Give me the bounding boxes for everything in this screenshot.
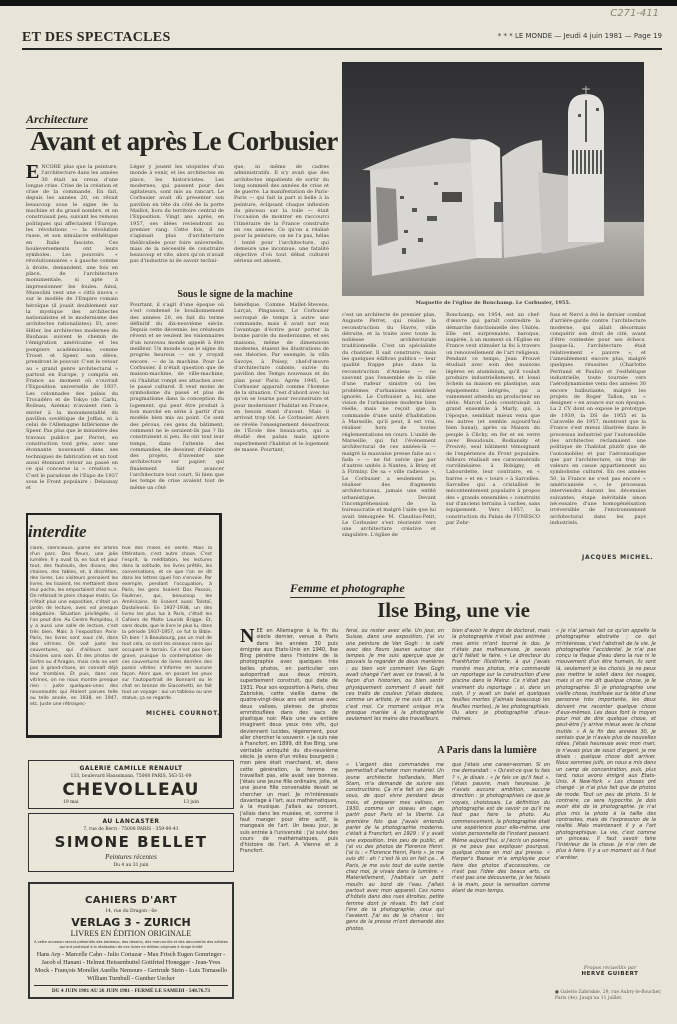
ad-lancaster-address: 7, rue de Berri - 75008 PARIS - 359-90-41 [83, 827, 179, 832]
section-title: ET DES SPECTACLES [22, 30, 171, 45]
ad-lancaster-dates: Du 4 au 31 juin [113, 863, 149, 868]
ad-cahiers-publisher: VERLAG 3 - ZURICH [71, 916, 191, 929]
article1-kicker: Architecture [26, 112, 88, 129]
article1-column-1-text: NCORE plus que la peinture, l'architecture dans les années 30 était au creux d'une longue crise. Crise de la création et crise de la commande. En fait, depuis les années 20, on rêvait beaucoup sous le signe de la machine et du grand nombre, et on construisait peu, suivant les remous politiques qui affectaient l'Europe, les révolutions — la révolution russe, et son simulacre esthétique en Italie fasciste. Ces bouleversements ont leurs symboles. Les pouvoirs « révolutionnaires » à gauche comme à droite, demandent, une fois en place, de l'architecture monumentale, si apte à impressionner les foules. Ainsi, Mussolini veut une « città nuova » sur le modèle de l'Empire romain héroïque (il jouait doublement sur la mystique des architectes nationalistes et le modernisme des architectes rationalistes). Et, avec Hitler, les architectes modernes du Bauhaus suivent le chemin de l'émigration américaine et les pompiers académiciens, comme Troost et Speer, son élève, prendront le pouvoir. C'est le retour au « grand genre architectural » partout en Europe, y compris en France au moment où s'ouvrait l'Exposition universelle de 1937. Les colonnades des palais du Trocadéro et de Tokyo (de Carlu, Boileau, Azéma) n'avaient rien à envier à la monumentalité du pavillon soviétique de Joffan, ni à celui de l'Allemagne hitlérienne de Speer. Pas plus que le ministère des travaux publics par Perret, en construction tout près, avec une étonnante nouveauté dans ses techniques de fabrication et un tout aussi étonnant retour au passé en ce qui concerne la « création ». C'est le paradoxe de l'Expo de 1937 sous le Front populaire : Delaunay et [26, 164, 118, 492]
article2-column-3: bien d'avoir le degré de doctorat, mais la photographie n'était pas estimée ; mes amis m'ont tourné le dos. Je n'étais pas malheureuse, je savais qu'il fallait le faire. « Le directeur du Frankfurter Illustrierte, à qui j'avais montré mes photos, m'a commandé un reportage sur la construction d'une piscine dans le Mainz. Ce n'était pas vraiment du reportage : si, dans un coin, il y avait un balai et quelques feuilles mortes (j'aimais beaucoup les feuilles mortes), je les photographiais. Ou alors je photographie d'eux-mêmes. [452, 628, 550, 723]
ronchamp-photo [342, 62, 644, 296]
article2-credit [560, 965, 660, 977]
article1-signature: JACQUES MICHEL. [582, 554, 654, 561]
article2-column-1 [240, 628, 338, 1008]
interdite-title: interdite [28, 522, 87, 541]
ad-renault-date-start: 19 mai [63, 800, 79, 805]
scan-top-border [0, 0, 677, 6]
ad-renault-gallery: GALERIE CAMILLE RENAULT [79, 765, 183, 772]
archive-mark: C271-411 [610, 8, 659, 19]
ad-au-lancaster [28, 813, 234, 872]
article1-column-4: Pourtant, il s'agit d'une époque où s'est condensé le bouillonnement des années 20, en fait du terme définitif du dix-neuvième siècle. Depuis cette décennie, les créateurs rêvent et se veulent les visionnaires d'un nouveau monde appelé à être meilleur. Un monde sous le signe du progrès heureux — on y croyait encore. — de la machine. Pour Le Corbusier, il n'était question que de maison-machine, de ville-machine, où l'habitat rompt ses attaches avec le passé culturel. Il veut moins de symbolisme du passé et plus de pragmatisme dans la conception du logement, qui peut être produit à bon marché en série à partir d'un modèle bien mis au point. Ce sont des pérous, ces gens du bâtiment, comment ne le seraient-ils pas ? Ils construisent si peu. Ils ont tout leur temps, dans l'attente des commandes, de dessiner, d'élaborer des projets, d'inventer une architecture sur papier, qui finalement fait avancer l'architecture tout court. Si bien que les temps de crise avaient tout de même un côté [130, 302, 224, 491]
article1-headline: Avant et après Le Corbusier [30, 126, 338, 156]
ad-renault-address: 133, boulevard Haussmann, 75008 PARIS, 563-51-09 [70, 774, 192, 779]
article2-footnote: ● Galerie Zabriskie, 29, rue Aubry-le-Boucher, Paris (4e). Jusqu'au 11 juillet. [555, 990, 662, 1001]
interdite-signature: MICHEL COURNOT. [146, 710, 221, 717]
page-header [22, 24, 662, 50]
ad-cahiers-address: 14, rue du Dragon - 6e [105, 909, 157, 914]
ad-renault-date-end: 13 juin [183, 800, 199, 805]
ronchamp-model-illustration [342, 62, 644, 296]
article2-column-2: ferai, ou rester avec elle. Un jour, en Suisse, dans une exposition, j'ai vu une peinture de Van Gogh : le café avec des fleurs jaunes autour des lampes. Je me suis aperçue que je pouvais la regarder de deux manières : ou bien voir comment Van Gogh avait changé l'art avec ce travail, à la façon d'un historien, ou bien sentir physiquement comment il avait fait ces traits de couleur. J'étais dedans, comme un artiste, je me suis dit : ça, c'est moi. Ce moment unique m'a presque mariée à la photographie seulement les mains des travailleurs. [346, 628, 444, 723]
ad-lancaster-artist: SIMONE BELLET [54, 833, 208, 851]
article1-column-1 [26, 164, 118, 508]
dropcap: N [240, 628, 255, 647]
article1-column-2: Léger y jouent les utopistes d'un monde à venir, et les architectes en place, les historicistes. Les modernes, qui passent pour des agitateurs, sont mis au rancart. Le Corbusier avait dû présenter son pavillon en tête du côté de la porte Maillot, hors du territoire central de l'Exposition. Vingt ans après, en 1957, ses idées reviendront au premier rang. Cette fois, il ne s'agissait plus d'architecture théâtralisée pour foire universelle, mais de la nécessité de construire beaucoup et vite, alors qu'on n'avait pas d'industrie ni de savoir techni- [130, 164, 224, 265]
article2-subhead: A Paris dans la lumière [437, 745, 537, 756]
ad-cahiers-dart [28, 882, 234, 999]
article1-column-3: que, ni même de cadres administratifs. Il n'y avait que des architectes impatients de sortir du long sommeil des années de crise et de guerre. La manifestation de Paris-Paris — qui fait la part si belle à la peinture, éclipsant chaque inflexion du pinceau sur la toile — était l'occasion de montrer en raccourci l'itinéraire de la France construite en ces années. Ce qu'on a réalisé pour la peinture, on ne l'a pas, hélas ! tenté pour l'architecture, qui demeure une inconnue, une fatalité objective d'où tout débat culturel sérieux est absent. [234, 164, 329, 265]
ad-renault-dates [33, 800, 229, 805]
advertisements [28, 760, 234, 1003]
article1-column-7: Ronchamp, en 1954, est un chef-d'œuvre qui paraît contredire la démarche fonctionnelle des Unités. Elle est surprenante, baroque, inspirée, à un moment où l'Église en France veut stimuler la foi à travers un renouvellement de l'art religieux. Pendant ce temps, Jean Prouvé étudiait avec soin des maisons légères en aluminium, qu'il voulait produire industriellement, et Ionel Schein sa maison en plastique, aux équipements intégrés, qui a vainement attendu un producteur en série. Marcel Lods construisait un grand ensemble à Marly, qui, à l'époque, semblait mieux venu que les autres (et semble aujourd'hui bien banal), après sa Maison du peuple à Clichy, en fer et en verre (avec Beaudouin, Bodiansky et Prouvé), seul bâtiment témoignant de l'expérience du Front populaire. Ailleurs réalisait ses caravansérails curvilinéaires à Bobigny, et Labourdette, leur contraire, en « barres » et en « tours » à Sarcelles. Sarcelles qui a cristallisé le mécontentement populaire à propos des « grands ensembles » construits sur d'anciens terrains à vaches, sans équipement. Vers 1957, la construction du Palais de l'UNESCO par Zehr- [446, 312, 540, 526]
credit-author: HERVÉ GUIBERT [581, 971, 639, 977]
article2-column-4: « Je n'ai jamais fait ce qu'on appelle la photographie abstraite ; ce qui m'intéresse, c'est l'abstrait de la vie. Je photographie l'accidentel. Je n'ai pas conçu la flaque d'eau dans la rue ni le mouvement d'un être humain, ils sont là, seulement je les choisis. Je ne peux pas mettre le soleil dans les nuages, mais si on me dit quelque chose, je le photographie. Si je photographie une vieille chose, inutilisée sur la tête d'une personne très importante, les deux doivent me raconter quelque chose d'eux-mêmes. Les deux font le moyen pour moi de dire quelque chose, et peut-être j'y arrive mieux avec la chose inutile. « A la fin des années 30, je sentais que je n'avais plus de nouvelles idées. J'étais heureuse avec mon mari, je n'avais plus de souci d'argent, je me disais : quelque chose doit arriver. Nous sommes juifs, on nous a mis dans un camp de concentration, puis, plus tard, nous avons émigré aux Etats-Unis. A New-York. « Les choses ont changé : je n'ai plus fait que de photos de mode. Tout un peu de photo. Si le contraire, ce sera hypocrite. Je dois avoir été de la photographie. Je n'ai plus mis la photo à la taille des contrastes, mais de l'expression de la réalité. Mais maintenant il y a l'art photographique. La vie, c'est comme un pinceau. Il faut savoir faire l'intérieur de la chose. Je n'ai rien de plus à faire. Il y a un moment où il faut s'arrêter. [556, 628, 656, 861]
article1-column-5: bénéfique. Comme Mallet-Stevens, Lurçat, Pingusson, Le Corbusier escroqué de temps à autre une commande, mais il avait sur eux l'avantage d'écrire pour porter la bonne parole du modernisme, et ses maisons, même de dimensions modestes, étaient les illustrations de ses théories. Par exemple, la villa Savoye, à Poissy, chef-d'œuvre d'architecture cubiste, suivie du pavillon des Temps nouveaux et du plan pour Paris. Après 1945, Le Corbusier apparaît comme l'homme de la situation. C'est d'abord avec lui qu'on se tourne pour reconstruire et pour moderniser l'habitat en France, en besoin étant d'avant. Mais il arrivait trop tôt. Le Corbusier. Alors se révèle l'enseignement désastreux de l'École des beaux-arts, qui a étudié des palais mais ignore superbement l'habitat et le logement de masse. Pourtant, [234, 302, 329, 453]
ad-galerie-camille-renault [28, 760, 234, 809]
article2-column-1-text: ÉE en Allemagne à la fin du siècle dernier, venue à Paris dans les années 30 puis émigrée aux Etats-Unis en 1940, Ilse Bing pénètre dans l'histoire de la photographie avec quelques très belles photos, en particulier son autoportrait aux deux miroirs, superbement construit, qui date de 1931. Pour son exposition à Paris, chez Zabriskie, cette vieille dame de quatre-vingt-deux ans est venue avec deux valises, pleines de photos emmitouflées dans des sacs de plastique noir. Mais une vie entière imaginent deux yeux très vifs, qui deviennent lucides, légèrement, pour aller chercher le souvenir. « Je suis née à Francfort, en 1899, dit Ilse Bing, une véritable antiquité du dix-neuvième siècle. Je viens d'un milieu bourgeois ; mon père était marchand, et, dans cette génération, la femme ne travaillait pas, elle avait ses bonnes. J'étais une jeune fille ordinaire, jolie, et une jeune fille convenable devait se chercher un mari. Je m'intéressais davantage à l'art, aux mathématiques, à la musique. J'allais au concert, j'allais dans les musées, et, comme il faut manger pour être actif, la mangeais de l'art. Un beau jour, je suis entrée à l'université : j'ai suivi des cours de mathématiques, puis d'histoire de l'art. A Vienne et à Francfort. [240, 628, 338, 855]
interdite-column-1: claire, silencieuse, pareil les arbres d'un parc. Des fleurs, une jolie lumière. Il y avait là, en tout et pour tout, des fauteuils, des divans, des chaises, des tables, et, à discrétion, des livres. Les visiteurs prenaient les livres, les lisaient, les mettaient dans leur poche, les emportaient chez eux. On refaisait le plein chaque matin. Ce n'était plus une exposition, c'était un jardin de lecture, avec vol presque obligatoire. Situation privilégiée, si l'on peut dire. Au Centre Pompidou, il y a aussi une salle de lecture, c'est très bien. Mais à l'exposition Paris-Paris, les livres sont sous clé, dans des vitrines. On voit juste les couvertures, qui d'ailleurs sont choisies sans soin. Et des photos de Sartre ou d'Aragon, mais cela ne sert pas à grand-chose, on connaît déjà leur trombine. Et puis, dans ces vitrines, on ne nous montre presque rien : juste quelques-unes des nouveautés qui étaient parues telle ou telle année, en 1938, en 1947, etc. Juste une rétrospec- [30, 546, 118, 707]
ad-renault-artist: CHEVOLLEAU [62, 780, 200, 800]
article2-column-5: « L'argent des commandes me permettait d'acheter mon matériel. Un jeune architecte hollandais, Mart Stam, m'a demandé de suivre ses constructions. Ça m'a fait un peu de sous, de quoi vivre pendant deux mois, et préparer mes valises, en 1930, comme un oiseau en cage, partir pour Paris et la liberté. La première fois que j'avais entendu parler de la photographie moderne, c'était à Francfort, en 1929 : il y avait une exposition, très peu de public, et j'ai vu des photos de Florence Henri. J'ai lu : « Florence Henri, Paris ». Je me suis dit : ah ! c'est là où on fait ça... A Paris, je me suis tout de suite sentie chez moi, je vivais dans la lumière. « Matériellement, j'habitais un petit moulin au bord de l'eau. J'allais partout avec mon appareil. Ces noms d'hôtels dans des rues étroites, petite femme dont je rêvais. En fait c'est l'ère de la photographie, ceux qui l'avaient. J'ai eu de la chance : les gens de la presse m'ont demandé des photos. [346, 762, 444, 932]
ad-cahiers-gallery: CAHIERS D'ART [81, 895, 181, 906]
page-folio: * * * LE MONDE — Jeudi 4 juin 1981 — Page 19 [497, 32, 662, 40]
photo-caption: Maquette de l'église de Ronchamp. Le Corbusier, 1955. [415, 300, 571, 306]
article2-column-6: que j'étais une career-woman. Si on me demandait : « Qu'est-ce que tu fais ? », je disais : « Je fais ce qu'il faut ». J'étais pauvre, mais heureuse. Je n'avais aucune ambition, aucune direction : je photographiais ce que je voyais, choisissais. La définition du photographe est de savoir ce qu'il ne faut pas faire la photo. Au commencement, la photographie était une expérience pour elle-même, une vision personnelle de l'instant passant. Même aujourd'hui, si j'écris un poème, je ne peux pas expliquer pourquoi, quelque chose en moi qui presse. « Harper's Bazaar m'a employée pour faire des photos d'accessoires, ce n'est pas l'idée des beaux arts, ce n'est pas une découverte, je les faisais à la main, pour la sensation comme étant de mon temps. [452, 762, 550, 894]
ad-cahiers-footer: DU 4 JUIN 1981 AU 26 JUIN 1981 - FERMÉ LE SAMEDI - 548.76.73 [34, 985, 228, 994]
article1-column-6: c'est un architecte de premier plan, Auguste Perret, qui réalise la reconstruction du Havre, ville détruite, et la traite avec toute la noblesse architecturale traditionnelle. C'est un spécialiste du chantier. Il sait construire, mais les quelques édifices publics — leur qualité frappe plus dans la reconstruction d'Amiens — ne sauvent pas l'ensemble de la ville d'une rudeur sinistre où les problèmes d'urbanisme semblent ignorés. Le Corbusier a, lui, une vision de l'urbanisme moderne bien réelle, mais ne reçoit que la commande d'une unité d'habitation à Marseille, qu'il peut, il est vrai, réaliser hors de toutes réglementations en cours. L'unité de Marseille, qui fut l'événement architectural de ces années-là — malgré la mauvaise presse faite au « fada » — ne fut suivie que par d'autres unités à Nantes, à Briey et à Firminy. De sa « ville radieuse », Le Corbusier a seulement pu réaliser des fragments architecturaux, jamais une entité urbanistique. Devant l'incompréhension de la bureaucratie et malgré l'aide que lui avait témoignée M. Claudius-Petit, Le Corbusier s'est réorienté vers une architecture créative et singulière. L'église de [342, 312, 436, 539]
article1-column-8: fuss et Nervi a été le dernier combat d'arrière-garde contre l'architecture moderne, qui allait désormais conquérir son droit de cité, avant d'être contestée pour ses échecs. Jusque-là, l'architecture était relativement « pauvre », et l'ameublement encore plus, malgré quelques réussites (Charlotte Perriand et Paulin) et l'esthétique industrielle, toute tournée vers l'aérodynamisme venu des années 30 encore balbutiante, malgré les projets de Roger Tallon, un « designer » en avance sur son époque. La 2 CV dont on expose le prototype de 1939, la DS de 1955 et la Caravelle de 1957, montrent que la France s'est mieux illustrée dans le processus industriel par l'automobile (les architectes réclamaient une politique de l'habitat plutôt que de l'automobile) et par l'aéronautique que par l'architecture, où trop de valeurs en cause appartiennent au symbolisme culturel. En ces années 50, la France ne s'est pas encore « américanisée », le processus interviendra durant les décennies suivantes, étape inévitable sinon nécessaire d'une homogénéisation irréversible de l'environnement architectural dans les pays industriels. [550, 312, 646, 526]
ad-cahiers-artists: Hans Arp - Marcelle Cahn - Julio Cortazar - Max Frisch Eugen Gomringer - Jacob el Hanani - Helmut Heissenbuttel Gottfried Honegger - Jean-Yves Mock - François Morellet Aurélie Nemours - Gertrude Stein - Luis Tomasello William Turnbull - Gunther Uecker [34, 951, 228, 982]
article2-kicker: Femme et photographe [290, 581, 405, 598]
interdite-column-2: tive des mises en vente. Mais la littérature, c'est autre chose. C'est l'esprit, la méditation, les lectures dans la solitude, les livres prêtés, les conversations, et ce que l'on se dit dans les lettres (quel l'on s'envoie. Par exemple, pendant l'occupation, à Paris, les gens lisaient Dos Passos, Faulkner, qui, beaucoup les Américains. Ils lisaient aussi Tolstoï, Dostoïevski. En 1937-1938, un des livres les plus lus à Paris, c'était les Cahiers de Malte Laurids Brigge. Et, sans doute, que le livre le plus lu, dans la période 1937-1957, ce fut la Bible. Eh bien ! à Beaubourg, pas un mot de tout cela, ce sont les oiseaux rares qui occupent le terrain. Ce n'est pas bien grave, puisque la contemplation de ces couvertures de livres derrière des parois vitrées n'informe en aucune façon. Alors que, en posant les yeux sur l'autoportrait de Bonnard ou le chat en bronze de Giacometti, on fait tout un voyage : oui un tableau ou une statue, ça se regarde. [122, 546, 212, 701]
article2-kicker-wrap [290, 577, 405, 598]
credit-by: Propos recueillis par [583, 965, 637, 971]
ad-lancaster-gallery: AU LANCASTER [102, 818, 160, 825]
dropcap: E [26, 164, 40, 183]
ad-cahiers-occasion: A cette occasion seront présentés des tableaux, des dessins, des manuscrits et des documents des artistes qui ont participé à la réalisation de ces livres en édition originale à tirage limité [34, 940, 228, 949]
article1-subhead: Sous le signe de la machine [177, 289, 293, 300]
article2-headline: Ilse Bing, une vie [377, 598, 530, 622]
ad-cahiers-subtitle: LIVRES EN ÉDITION ORIGINALE [70, 929, 192, 938]
ad-lancaster-subtitle: Peintures récentes [105, 853, 157, 861]
